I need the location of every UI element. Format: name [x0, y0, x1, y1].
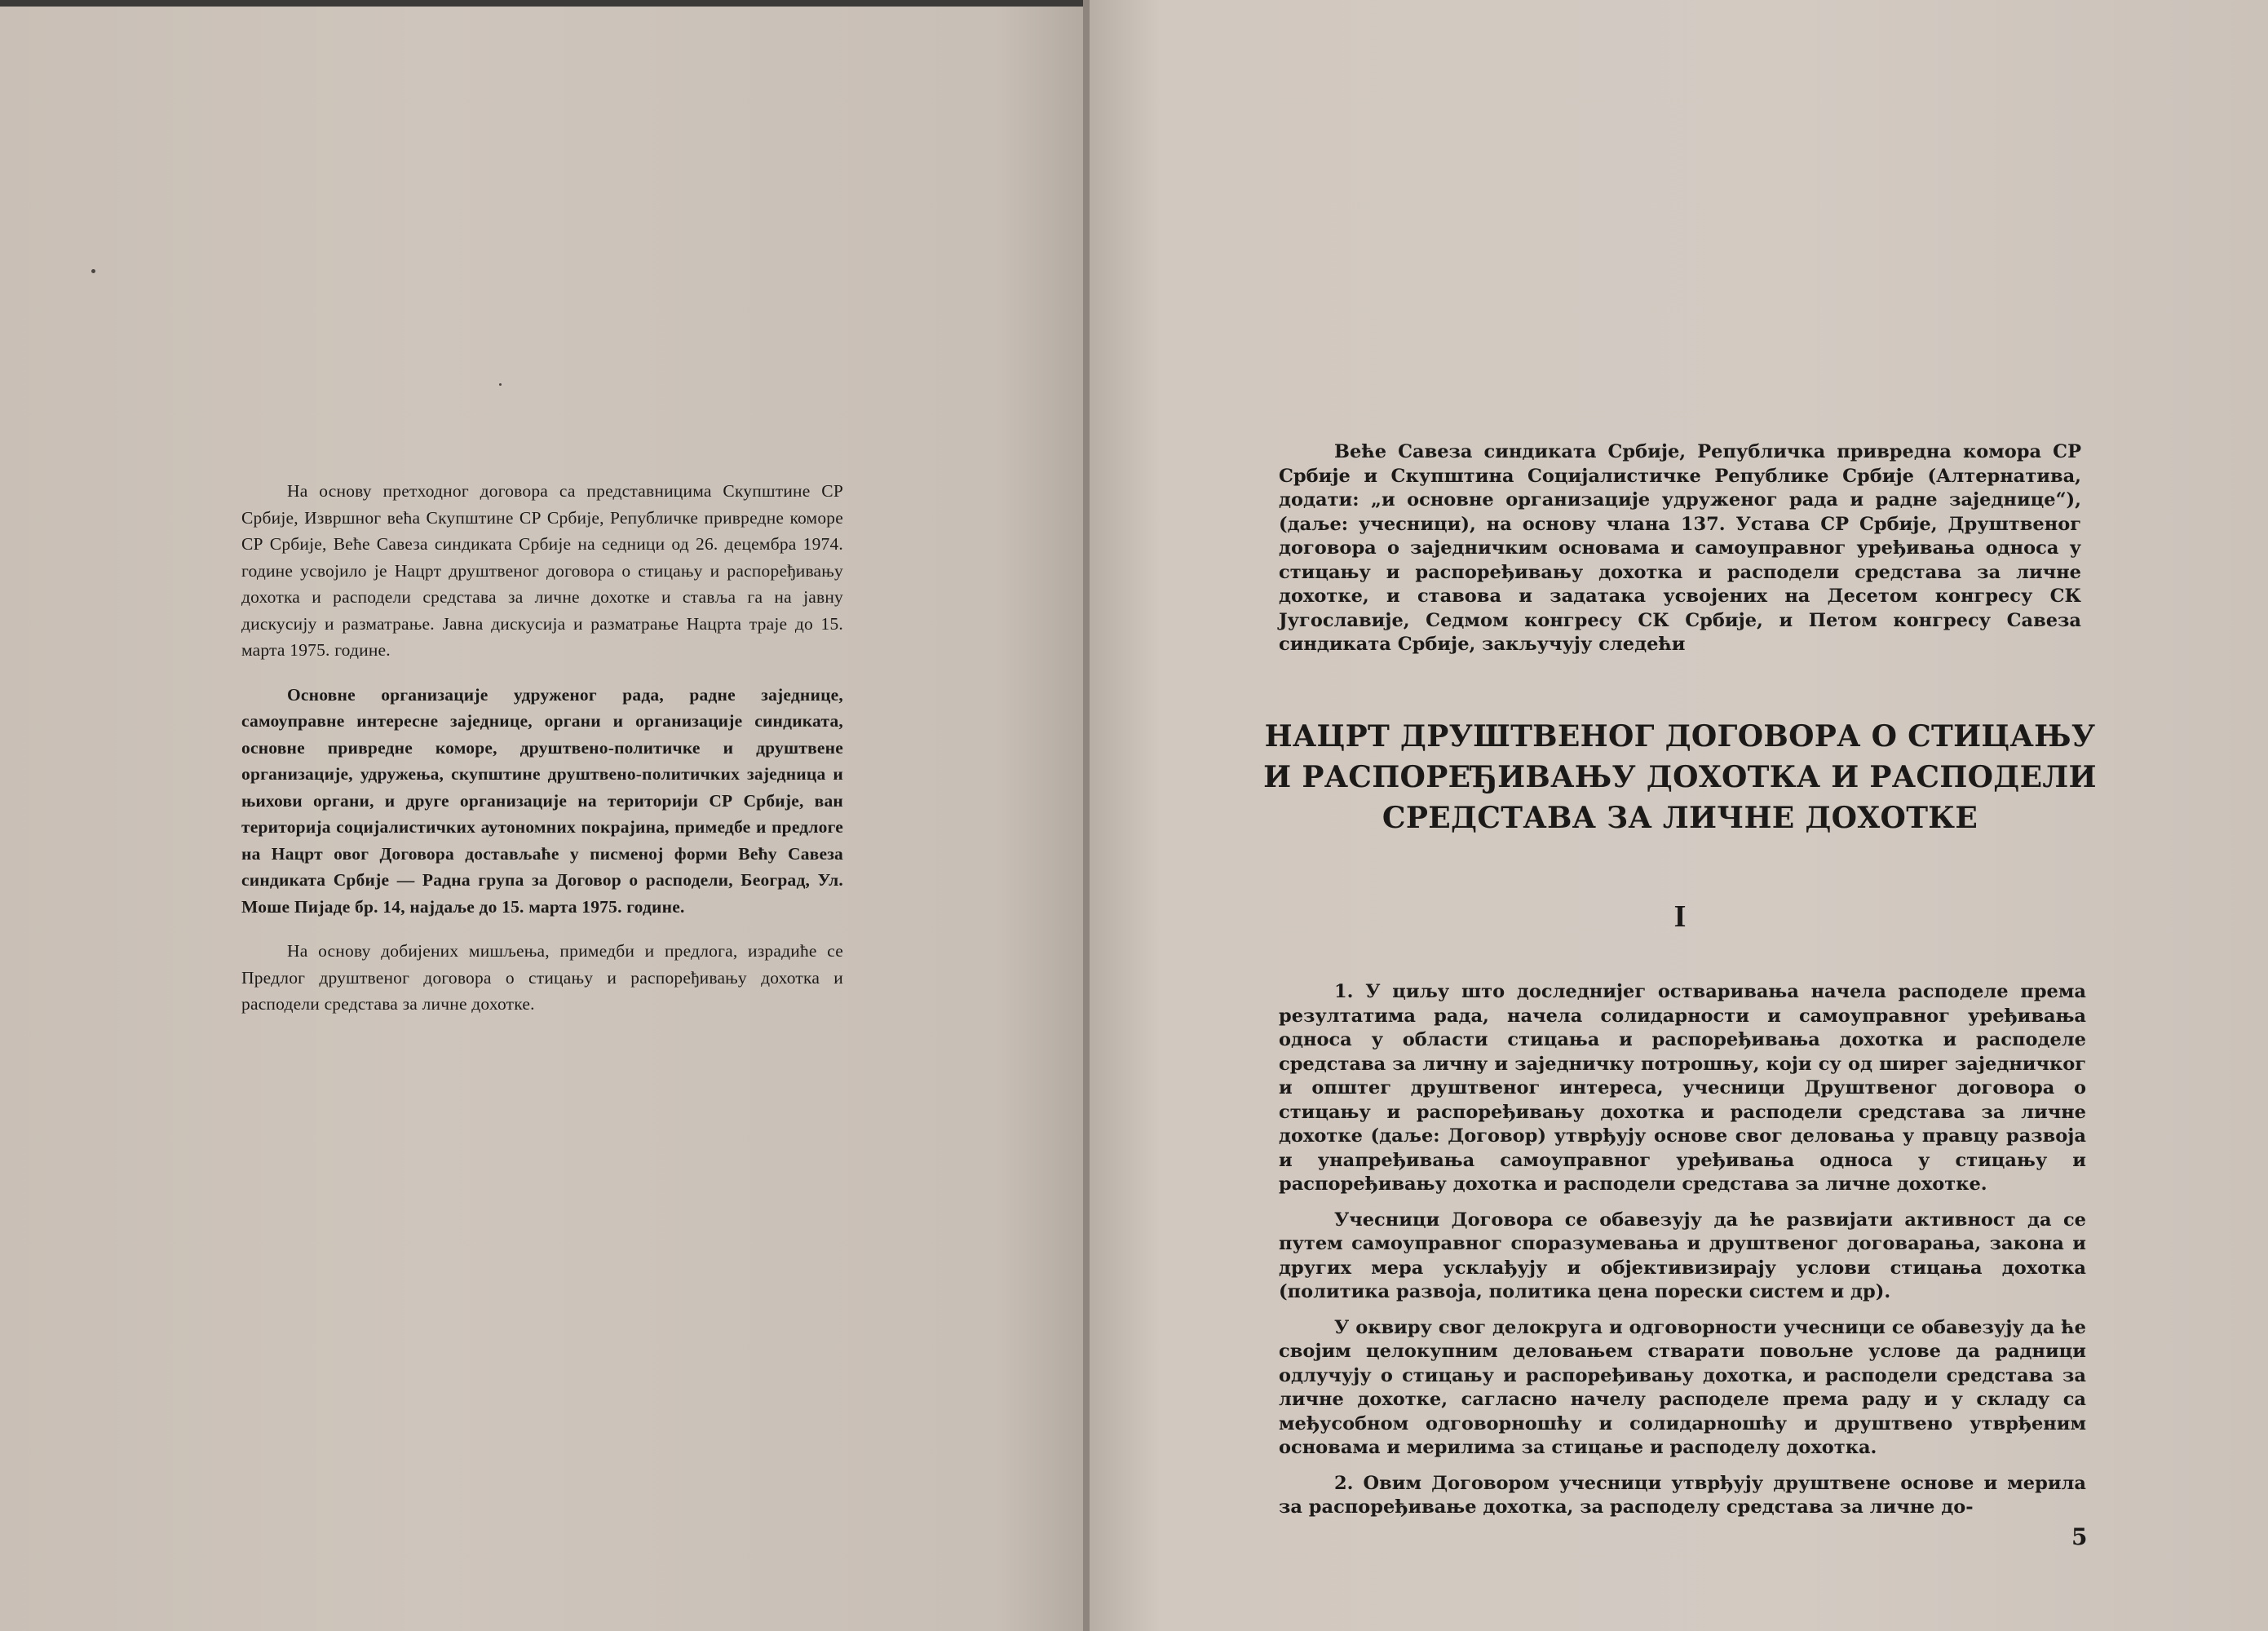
left-page [0, 0, 1083, 1631]
body-paragraph: Учесници Договора се обавезују да ће развијати активност да се путем самоуправног споразумевања и друштвеног договарања, закона и других мера усклађују и објективизирају услови стицања дохотка (политика развоја, политика цена порески систем и др). [1279, 1209, 2086, 1302]
right-page-body [1279, 980, 2086, 1532]
left-paragraph: Основне организације удруженог рада, радне заједнице, самоуправне интересне заједнице, органи и организације синдиката, основне привредне коморе, друштвено-политичке и друштвене организације, удружења, скупштине друштвено-политичких заједница и њихови органи, и друге организације на територији СР Србије, ван територија социјалистичких аутономних покрајина, примедбе и предлоге на Нацрт овог Договора достављаће у писменој форми Већу Савеза синдиката Србије — Радна група за Договор о расподели, Београд, Ул. Моше Пијаде бр. 14, најдаље до 15. марта 1975. године. [241, 684, 843, 917]
body-paragraph: 2. Овим Договором учесници утврђују друштвене основе и мерила за распоређивање дохотка, за расподелу средстава за личне до- [1279, 1472, 2086, 1518]
preamble [1279, 440, 2081, 657]
body-paragraph: У оквиру свог делокруга и одговорности учесници се обавезују да ће својим целокупним деловањем стварати повољне услове да радници одлучују о стицању и распоређивању дохотка, и расподели средстава за личне дохотке, сагласно начелу расподеле према раду и у складу са међусобном одговорношћу и солидарношћу и друштвено утврђеним основама и мерилима за стицање и расподелу дохотка. [1279, 1316, 2086, 1458]
left-page-text [241, 478, 843, 1036]
left-paragraph: На основу претходног договора са представницима Скупштине СР Србије, Извршног већа Скупштине СР Србије, Републичке привредне коморе СР Србије, Веће Савеза синдиката Србије на седници од 26. децембра 1974. године усвојило је Нацрт друштвеног договора о стицању и распоређивању дохотка и расподели средстава за личне дохотке и ставља га на јавну дискусију и разматрање. Јавна дискусија и разматрање Нацрта траје до 15. марта 1975. године. [241, 481, 843, 660]
paper-speck [91, 269, 95, 273]
title-line: СРЕДСТАВА ЗА ЛИЧНЕ ДОХОТКЕ [1382, 801, 1978, 835]
page-number: 5 [2071, 1523, 2088, 1550]
title-line: НАЦРТ ДРУШТВЕНОГ ДОГОВОРА О СТИЦАЊУ [1264, 719, 2096, 754]
body-paragraph: 1. У циљу што доследнијег остваривања начела расподеле према резултатима рада, начела солидарности и самоуправног уређивања односа у области стицања и распоређивања дохотка и расподеле средстава за личну и заједничку потрошњу, који су од ширег заједничког и општег друштвеног интереса, учесници Друштвеног договора о стицању и распоређивању дохотка и расподели средстава за личне дохотке (даље: Договор) утврђују основе свог деловања у правцу развоја и унапређивања самоуправног уређивања односа у стицању и распоређивању дохотка и расподели средстава за личне дохотке. [1279, 981, 2086, 1195]
document-title [1256, 716, 2104, 838]
paper-speck [499, 383, 502, 386]
section-number: I [1673, 899, 1687, 934]
left-paragraph: На основу добијених мишљења, примедби и предлога, израдиће се Предлог друштвеног договора о стицању и распоређивању дохотка и расподели средстава за личне дохотке. [241, 941, 843, 1014]
title-line: И РАСПОРЕЂИВАЊУ ДОХОТКА И РАСПОДЕЛИ [1263, 760, 2097, 794]
preamble-text: Веће Савеза синдиката Србије, Републичка привредна комора СР Србије и Скупштина Социјалистичке Републике Србије (Алтернатива, додати: „и основне организације удруженог рада и радне заједнице“), (даље: учесници), на основу члана 137. Устава СР Србије, Друштвеног договора о заједничким основама и самоуправног уређивања односа у стицању и распоређивању дохотка и расподели средстава за личне дохотке, и ставова и задатака усвојених на Десетом конгресу СК Југославије, Седмом конгресу СК Србије, и Петом конгресу Савеза синдиката Србије, закључују следећи [1279, 441, 2081, 655]
book-gutter [1083, 0, 1090, 1631]
